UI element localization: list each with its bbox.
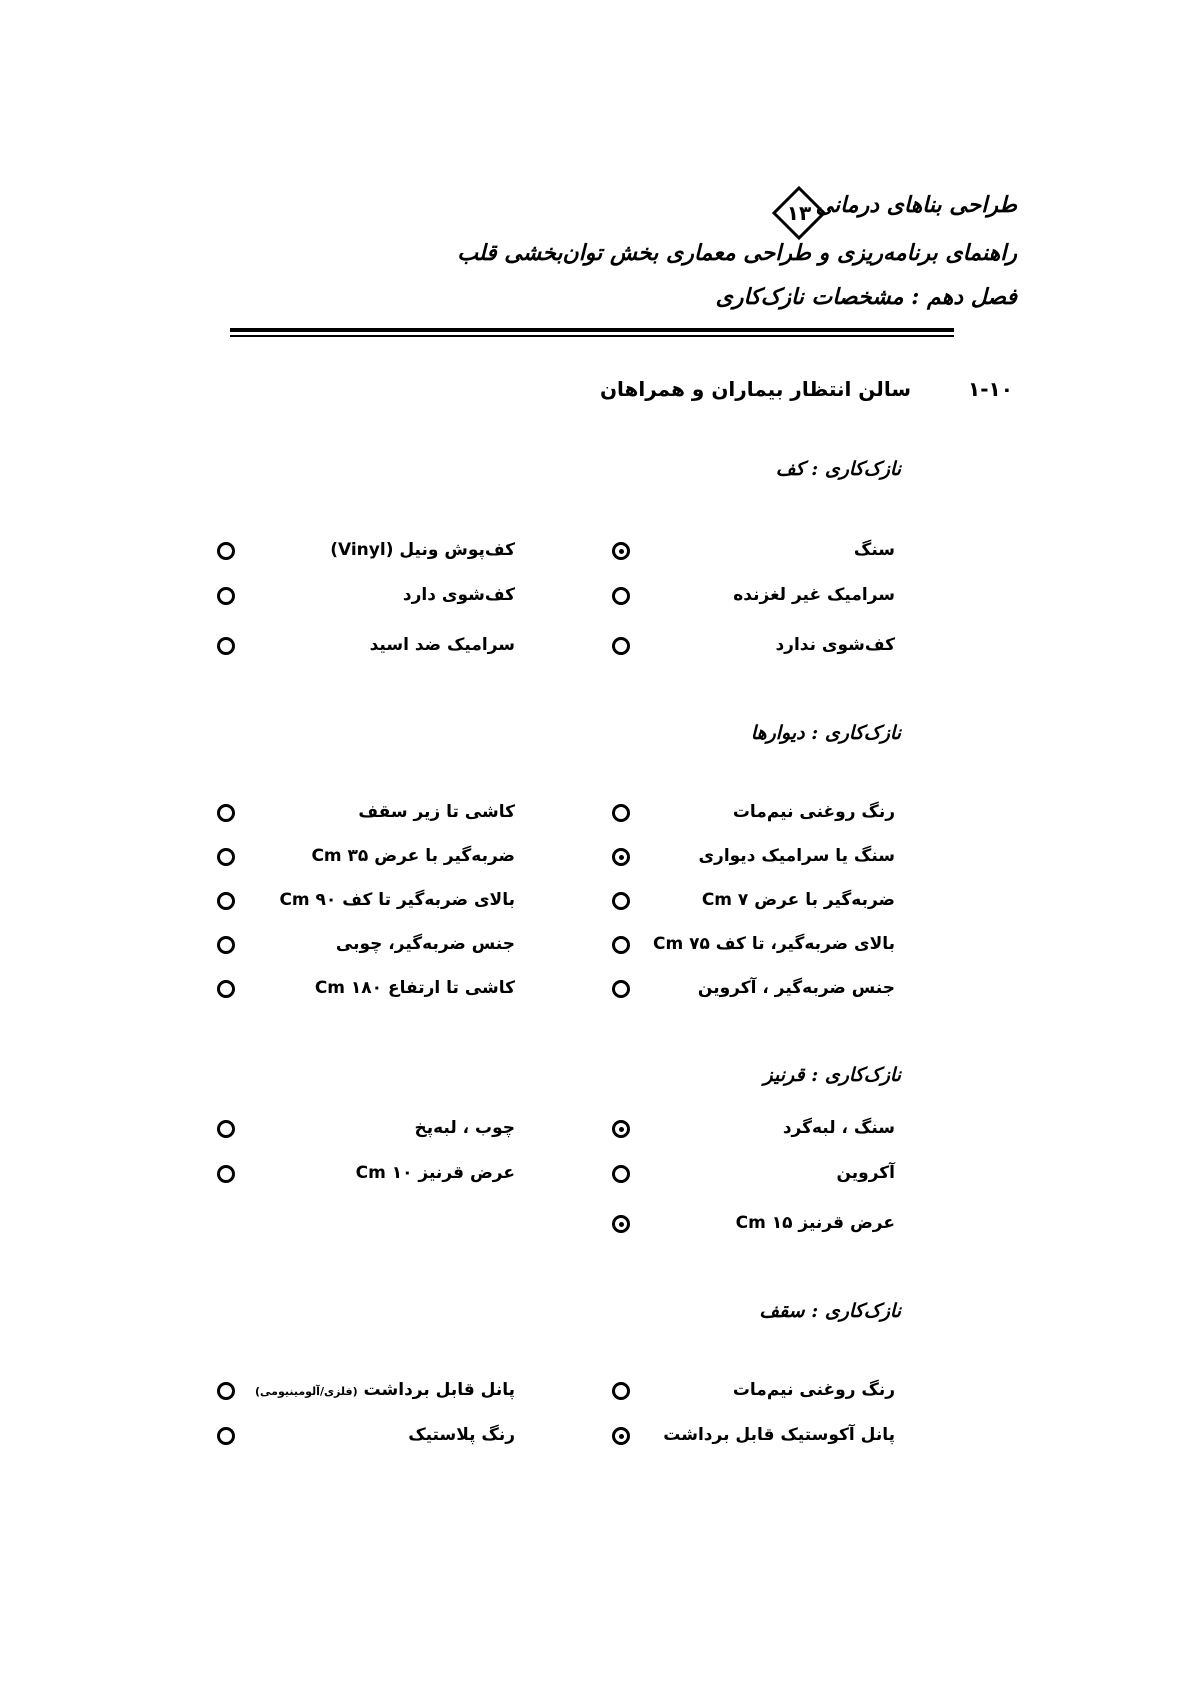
floor-option-label: کف‌شوی دارد [402,585,515,605]
walls-radio[interactable] [612,848,630,866]
floor-radio[interactable] [612,542,630,560]
floor-radio[interactable] [217,637,235,655]
walls-option-label: کاشی تا زیر سقف [358,802,515,822]
floor-radio[interactable] [612,587,630,605]
skirting-option-label: عرض قرنیز Cm ۱۰ [355,1163,515,1183]
chapter-number: ۱۳ [786,201,812,225]
walls-option-label: سنگ یا سرامیک دیواری [698,846,895,866]
walls-radio[interactable] [217,804,235,822]
ceiling-option-label: رنگ روغنی نیم‌مات [732,1380,895,1400]
ceiling-option-label [255,1380,515,1400]
walls-option-label: کاشی تا ارتفاع Cm ۱۸۰ [314,978,515,998]
floor-radio[interactable] [217,542,235,560]
header-rule-thin [230,335,954,337]
walls-radio[interactable] [217,848,235,866]
walls-radio[interactable] [612,936,630,954]
floor-radio[interactable] [612,637,630,655]
skirting-radio[interactable] [217,1120,235,1138]
skirting-radio[interactable] [217,1165,235,1183]
ceiling-radio[interactable] [612,1382,630,1400]
walls-option-label: ضربه‌گیر با عرض Cm ۷ [701,890,895,910]
guide-subtitle: راهنمای برنامه‌ریزی و طراحی معماری بخش توان‌بخشی قلب [457,240,1017,266]
skirting-option-label: سنگ ، لبه‌گرد [782,1118,895,1138]
section-title: سالن انتظار بیماران و همراهان [599,377,911,401]
walls-radio[interactable] [612,892,630,910]
ceiling-option-label: رنگ پلاستیک [408,1425,515,1445]
ceiling-radio[interactable] [612,1427,630,1445]
walls-heading: نازک‌کاری : دیوارها [750,722,901,744]
floor-option-label: کف‌شوی ندارد [775,635,895,655]
header-rule-thick [230,328,954,332]
skirting-heading: نازک‌کاری : قرنیز [763,1064,901,1086]
walls-option-label: بالای ضربه‌گیر، تا کف Cm ۷۵ [652,934,895,954]
walls-option-label: ضربه‌گیر با عرض Cm ۳۵ [311,846,515,866]
floor-option-label: سرامیک ضد اسید [369,635,515,655]
walls-option-label: رنگ روغنی نیم‌مات [732,802,895,822]
skirting-radio[interactable] [612,1215,630,1233]
walls-radio[interactable] [217,980,235,998]
ceiling-option-text: پانل قابل برداشت [363,1380,515,1400]
floor-option-label: سرامیک غیر لغزنده [733,585,895,605]
skirting-option-label: آکروین [836,1163,895,1183]
ceiling-radio[interactable] [217,1427,235,1445]
section-number: ۱-۱۰ [968,377,1013,401]
chapter-title: فصل دهم : مشخصات نازک‌کاری [715,284,1017,310]
floor-option-label: کف‌پوش ونیل (Vinyl) [330,540,515,560]
book-title: طراحی بناهای درمانی [815,192,1017,218]
skirting-radio[interactable] [612,1165,630,1183]
walls-option-label: جنس ضربه‌گیر ، آکروین [697,978,895,998]
walls-radio[interactable] [217,892,235,910]
walls-option-label: بالای ضربه‌گیر تا کف Cm ۹۰ [279,890,515,910]
ceiling-option-note: (فلزی/آلومینیومی) [255,1385,358,1398]
skirting-option-label: عرض قرنیز Cm ۱۵ [735,1213,895,1233]
floor-option-label: سنگ [853,540,895,560]
floor-radio[interactable] [217,587,235,605]
walls-radio[interactable] [217,936,235,954]
ceiling-heading: نازک‌کاری : سقف [759,1300,901,1322]
skirting-radio[interactable] [612,1120,630,1138]
walls-radio[interactable] [612,804,630,822]
ceiling-radio[interactable] [217,1382,235,1400]
skirting-option-label: چوب ، لبه‌پخ [414,1118,515,1138]
walls-option-label: جنس ضربه‌گیر، چوبی [335,934,515,954]
floor-heading: نازک‌کاری : کف [775,458,901,480]
walls-radio[interactable] [612,980,630,998]
ceiling-option-label: پانل آکوستیک قابل برداشت [663,1425,895,1445]
